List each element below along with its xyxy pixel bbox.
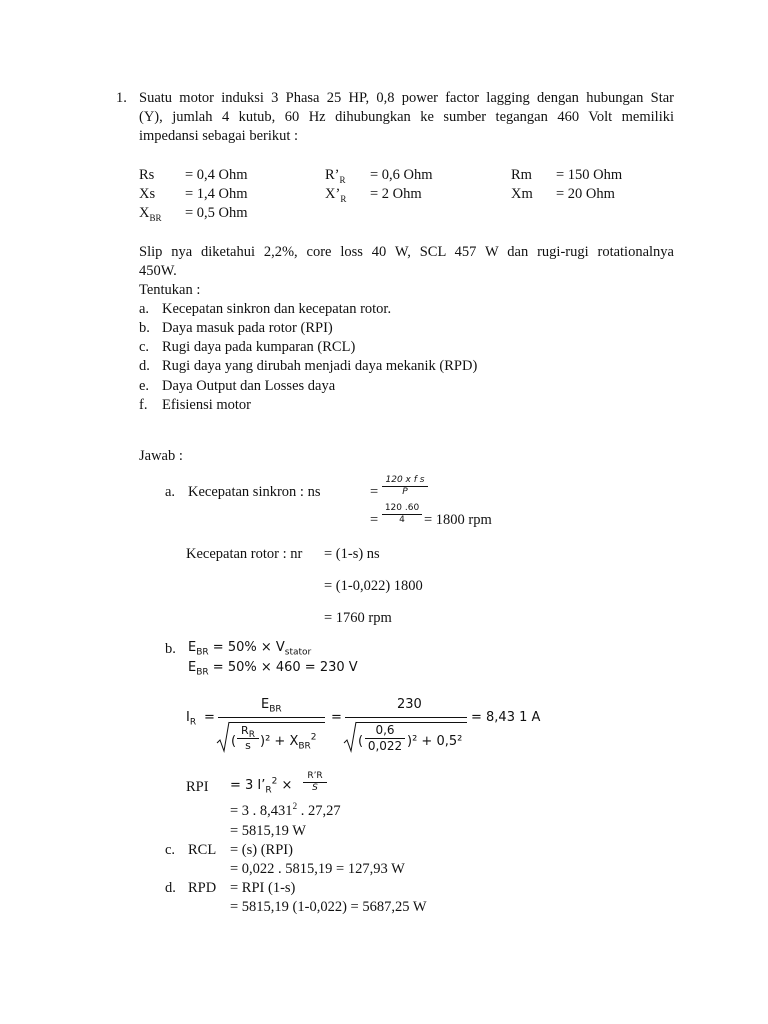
info-line-2: 450W. — [139, 263, 177, 279]
task-letter: b. — [139, 320, 150, 336]
answer-c-letter: c. — [165, 842, 176, 858]
question-number: 1. — [116, 90, 127, 106]
rpi-fraction — [303, 772, 327, 794]
rpi-formula: = 3 $I’_R^2$ × — [230, 776, 293, 796]
task-text: Daya Output dan Losses daya — [162, 378, 336, 394]
den-tail: )$^2 + X_{BR}^2$ — [260, 732, 317, 752]
rr-numerator: $R_R$ — [241, 724, 255, 741]
rpd-line-1: = RPI (1-s) — [230, 880, 296, 896]
param-rm-symbol: Rm — [511, 167, 532, 183]
ir-equals: = — [204, 710, 215, 725]
param-xr-value: = 2 Ohm — [370, 186, 422, 202]
rotor-speed-line-2: = (1-0,022) 1800 — [324, 578, 423, 594]
task-text: Rugi daya pada kumparan (RCL) — [162, 339, 356, 355]
answer-heading: Jawab : — [139, 448, 183, 464]
question-line-2: (Y), jumlah 4 kutub, 60 Hz dihubungkan ke sumber tegangan 460 Volt memiliki — [139, 109, 674, 125]
question-line-1: Suatu motor induksi 3 Phasa 25 HP, 0,8 power factor lagging dengan hubungan Star — [139, 90, 674, 106]
ir-fraction-bar-2 — [345, 717, 467, 718]
answer-a-equals: = — [370, 484, 379, 500]
answer-b-letter: b. — [165, 641, 176, 657]
rcl-line-2: = 0,022 . 5815,19 = 127,93 W — [230, 861, 405, 877]
ns-formula-numerator: 120 x f s — [385, 475, 425, 485]
den2-tail: )² + 0,5² — [407, 734, 463, 749]
ratio-denominator: 0,022 — [367, 738, 403, 753]
sqrt-overline-2 — [356, 722, 467, 723]
task-text: Rugi daya yang dirubah menjadi daya mekanik (RPD) — [162, 358, 478, 374]
rpi-fraction-denominator: S — [312, 783, 318, 794]
den2-open-paren: ( — [358, 734, 364, 749]
param-xbr-value: = 0,5 Ohm — [185, 205, 248, 221]
param-rm-value: = 150 Ohm — [556, 167, 623, 183]
answer-a-letter: a. — [165, 484, 176, 500]
rpd-label: RPD — [188, 880, 217, 896]
rr-over-s-fraction — [237, 725, 259, 751]
ns-calc-denominator: 4 — [399, 515, 405, 526]
ir-symbol: $I_R$ — [186, 710, 197, 728]
task-text: Efisiensi motor — [162, 397, 252, 413]
s-denominator: s — [245, 738, 251, 752]
param-xr-symbol: $X’_R$ — [325, 186, 347, 204]
tentukan-label: Tentukan : — [139, 282, 201, 298]
param-xm-value: = 20 Ohm — [556, 186, 615, 202]
ratio-numerator: 0,6 — [375, 723, 395, 737]
task-letter: c. — [139, 339, 150, 355]
rcl-label: RCL — [188, 842, 217, 858]
rpi-line-2: = 3 . 8,431$^2$ . 27,27 — [230, 801, 341, 819]
sqrt-radical-icon — [216, 721, 230, 753]
ns-formula-denominator: P — [402, 487, 408, 498]
rotor-speed-line-3: = 1760 rpm — [324, 610, 392, 626]
den-open-paren: ( — [231, 734, 237, 749]
answer-a-equals: = — [370, 512, 379, 528]
ir-result: = 8,43 1 A — [471, 710, 541, 725]
param-xbr-symbol: $X_{BR}$ — [139, 205, 162, 223]
task-letter: e. — [139, 378, 150, 394]
task-letter: d. — [139, 358, 150, 374]
ebr-calculation: $E_{BR} = 50\% \times 460 = 230$ V — [188, 660, 358, 678]
ns-calc-numerator: 120 .60 — [384, 503, 420, 513]
param-rr-symbol: $R’_R$ — [325, 167, 346, 185]
task-letter: f. — [139, 397, 148, 413]
ir-equals-2: = — [331, 710, 342, 725]
rpi-label: RPI — [186, 779, 209, 795]
ratio-fraction — [365, 724, 405, 752]
task-text: Daya masuk pada rotor (RPI) — [162, 320, 333, 336]
answer-d-letter: d. — [165, 880, 176, 896]
rpi-fraction-numerator: R’R — [307, 771, 323, 781]
rotor-speed-line-1: = (1-s) ns — [324, 546, 380, 562]
param-rr-value: = 0,6 Ohm — [370, 167, 433, 183]
ir-numerator: $E_{BR}$ — [261, 697, 282, 715]
task-letter: a. — [139, 301, 150, 317]
param-xm-symbol: Xm — [511, 186, 533, 202]
rcl-line-1: = (s) (RPI) — [230, 842, 293, 858]
ns-calc-fraction — [382, 504, 422, 526]
sqrt-radical-icon — [343, 721, 357, 753]
sqrt-overline — [229, 722, 325, 723]
question-line-3: impedansi sebagai berikut : — [139, 128, 299, 144]
answer-a-label: Kecepatan sinkron : ns — [188, 484, 321, 500]
rpi-line-3: = 5815,19 W — [230, 823, 306, 839]
ns-result: = 1800 rpm — [424, 512, 492, 528]
task-text: Kecepatan sinkron dan kecepatan rotor. — [162, 301, 392, 317]
param-rs-value: = 0,4 Ohm — [185, 167, 248, 183]
ir-fraction-bar — [218, 717, 325, 718]
rotor-speed-label: Kecepatan rotor : nr — [186, 546, 303, 562]
ebr-definition: $E_{BR} = 50\% \times V_{stator}$ — [188, 640, 312, 658]
rpd-line-2: = 5815,19 (1-0,022) = 5687,25 W — [230, 899, 427, 915]
param-xs-value: = 1,4 Ohm — [185, 186, 248, 202]
param-rs-symbol: Rs — [139, 167, 155, 183]
ns-formula-fraction — [382, 476, 428, 498]
param-xs-symbol: Xs — [139, 186, 156, 202]
ir-numerator-2: 230 — [397, 697, 422, 712]
info-line-1: Slip nya diketahui 2,2%, core loss 40 W, SCL 457 W dan rugi-rugi rotationalnya — [139, 244, 674, 260]
